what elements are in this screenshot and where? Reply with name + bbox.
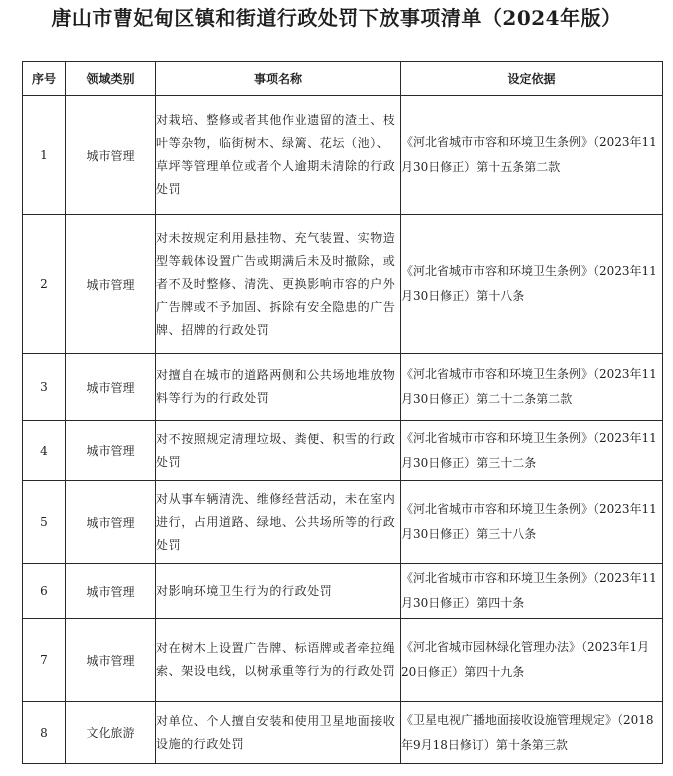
row-no: 7 <box>23 619 66 702</box>
row-basis: 《河北省城市园林绿化管理办法》（2023年1月20日修正）第四十九条 <box>401 619 663 702</box>
table-row <box>23 96 663 215</box>
page-title: 唐山市曹妃甸区镇和街道行政处罚下放事项清单（2024年版） <box>51 6 622 30</box>
header-basis: 设定依据 <box>401 62 663 96</box>
table-row <box>23 215 663 354</box>
row-item: 对影响环境卫生行为的行政处罚 <box>156 564 401 619</box>
table-row <box>23 354 663 421</box>
row-item: 对在树木上设置广告牌、标语牌或者牵拉绳索、架设电线，以树承重等行为的行政处罚 <box>156 619 401 702</box>
row-item: 对从事车辆清洗、维修经营活动，未在室内进行，占用道路、绿地、公共场所等的行政处罚 <box>156 481 401 564</box>
row-basis: 《河北省城市市容和环境卫生条例》（2023年11月30日修正）第十五条第二款 <box>401 96 663 215</box>
row-basis: 《河北省城市市容和环境卫生条例》（2023年11月30日修正）第四十条 <box>401 564 663 619</box>
row-item: 对未按规定利用悬挂物、充气装置、实物造型等载体设置广告或期满后未及时撤除，或者不及时整修、清洗、更换影响市容的户外广告牌或不予加固、拆除有安全隐患的广告牌、招牌的行政处罚 <box>156 215 401 354</box>
row-item: 对栽培、整修或者其他作业遗留的渣土、枝叶等杂物，临街树木、绿篱、花坛（池）、草坪等管理单位或者个人逾期未清除的行政处罚 <box>156 96 401 215</box>
row-domain: 城市管理 <box>66 421 156 481</box>
row-basis: 《河北省城市市容和环境卫生条例》（2023年11月30日修正）第三十八条 <box>401 481 663 564</box>
row-no: 3 <box>23 354 66 421</box>
row-domain: 城市管理 <box>66 354 156 421</box>
table-row <box>23 421 663 481</box>
header-no: 序号 <box>23 62 66 96</box>
header-domain: 领域类别 <box>66 62 156 96</box>
row-domain: 城市管理 <box>66 96 156 215</box>
row-no: 5 <box>23 481 66 564</box>
row-no: 6 <box>23 564 66 619</box>
row-item: 对单位、个人擅自安装和使用卫星地面接收设施的行政处罚 <box>156 702 401 764</box>
row-no: 4 <box>23 421 66 481</box>
row-no: 2 <box>23 215 66 354</box>
header-item: 事项名称 <box>156 62 401 96</box>
row-domain: 城市管理 <box>66 215 156 354</box>
table-row <box>23 619 663 702</box>
table-header-row <box>23 62 663 96</box>
table-row <box>23 702 663 764</box>
row-item: 对不按照规定清理垃圾、粪便、积雪的行政处罚 <box>156 421 401 481</box>
row-domain: 城市管理 <box>66 564 156 619</box>
row-no: 8 <box>23 702 66 764</box>
row-basis: 《卫星电视广播地面接收设施管理规定》（2018年9月18日修订）第十条第三款 <box>401 702 663 764</box>
row-domain: 城市管理 <box>66 619 156 702</box>
row-basis: 《河北省城市市容和环境卫生条例》（2023年11月30日修正）第二十二条第二款 <box>401 354 663 421</box>
row-no: 1 <box>23 96 66 215</box>
row-domain: 城市管理 <box>66 481 156 564</box>
table-row <box>23 564 663 619</box>
row-basis: 《河北省城市市容和环境卫生条例》（2023年11月30日修正）第三十二条 <box>401 421 663 481</box>
row-basis: 《河北省城市市容和环境卫生条例》（2023年11月30日修正）第十八条 <box>401 215 663 354</box>
table-row <box>23 481 663 564</box>
row-item: 对擅自在城市的道路两侧和公共场地堆放物料等行为的行政处罚 <box>156 354 401 421</box>
row-domain: 文化旅游 <box>66 702 156 764</box>
regulation-table <box>22 61 663 764</box>
